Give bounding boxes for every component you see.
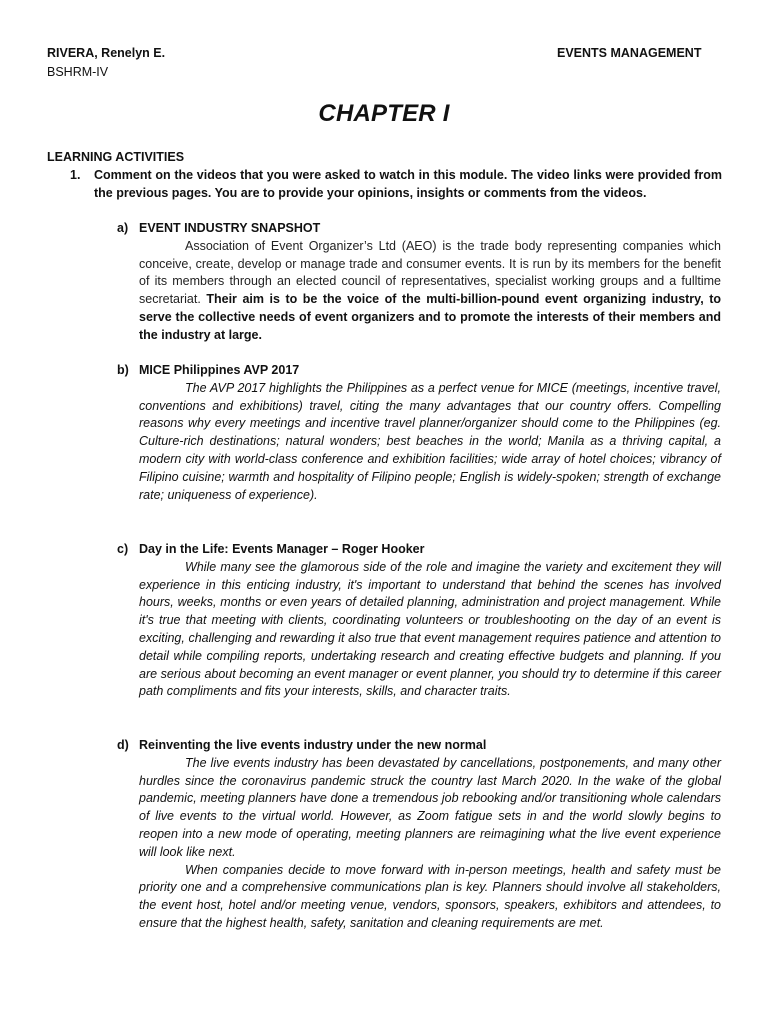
sub-item-title: Reinventing the live events industry under the new normal	[139, 738, 487, 752]
sub-item-body	[139, 238, 721, 345]
body-paragraph-1: The live events industry has been devastated by cancellations, postponements, and many other hurdles since the coronavirus pandemic struck the country last March 2020. In the wake of the global pandemic, meeting planners have done a tremendous job rebooking and/or transitioning whole calendars of live events to the virtual world. However, as Zoom fatigue sets in and the world slowly begins to reopen into a new mode of operating, meeting planners are reimagining what the live event experience will look like next.	[139, 755, 721, 859]
section-heading: LEARNING ACTIVITIES	[47, 150, 185, 164]
sub-item-letter: b)	[117, 363, 129, 377]
author-name: RIVERA, Renelyn E.	[47, 46, 166, 60]
sub-item-body	[139, 755, 721, 933]
sub-item-title: Day in the Life: Events Manager – Roger Hooker	[139, 542, 425, 556]
sub-item-title: EVENT INDUSTRY SNAPSHOT	[139, 221, 321, 235]
sub-item-body: The AVP 2017 highlights the Philippines as a perfect venue for MICE (meetings, incentive travel, conventions and exhibitions) travel, citing the many advantages that our country offers. Compelling reasons why every meetings and incentive travel planner/organizer should come to the Philippines (eg. Culture-rich destinations; natural wonders; best beaches in the world; Manila as a thriving capital, a modern city with world-class conference and exhibition facilities; wide array of hotel choices; vibrancy of Filipino cuisine; warmth and hospitality of Filipino people; English is widely-spoken; strength of exchange rate; uniqueness of experience).	[139, 380, 721, 502]
body-normal-text: Association of Event Organizer’s Ltd (AEO) is the trade body representing companies which conceive, create, develop or manage trade and consumer events. It is run by its members for the benefit of its members through an elected council of representatives, specialist working groups and a fulltime secretariat.	[139, 238, 721, 307]
sub-item-letter: c)	[117, 542, 129, 556]
program-label: BSHRM-IV	[47, 65, 109, 79]
sub-item-a	[117, 220, 721, 345]
item-instruction: Comment on the videos that you were asked to watch in this module. The video links were provided from the previous pages. You are to provide your opinions, insights or comments from the videos.	[94, 168, 722, 200]
sub-item-c	[117, 541, 721, 701]
body-bold-text: Their aim is to be the voice of the multi-billion-pound event organizing industry, to serve the collective needs of event organizers and to promote the interests of their members and the industry at large.	[139, 292, 721, 342]
sub-item-body: While many see the glamorous side of the role and imagine the variety and excitement they will experience in this enticing industry, it's important to understand that behind the scenes has involved hours, weeks, months or even years of detailed planning, administration and project management. While it's true that meeting with clients, coordinating volunteers or troubleshooting on the day of an event is exciting, challenging and rewarding it also true that event management requires patience and attention to detail while compiling reports, undertaking research and creating effective budgets and planning. If you are serious about becoming an event manager or event planner, you should try to determine if this career path compliments and fits your interests, skills, and character traits.	[139, 559, 721, 699]
activity-item-1	[70, 166, 722, 202]
sub-item-d	[117, 737, 721, 933]
course-title: EVENTS MANAGEMENT	[557, 46, 702, 60]
chapter-title: CHAPTER I	[318, 100, 450, 127]
sub-item-letter: a)	[117, 221, 129, 235]
body-paragraph-2: When companies decide to move forward with in-person meetings, health and safety must be priority one and a comprehensive communications plan is key. Planners should involve all stakeholders, the event host, hotel and/or meeting venue, vendors, sponsors, speakers, exhibitors and attendees, to ensure that the highest health, safety, sanitation and cleaning requirements are met.	[139, 862, 721, 930]
item-number: 1.	[70, 168, 81, 182]
sub-item-letter: d)	[117, 738, 129, 752]
sub-item-title: MICE Philippines AVP 2017	[139, 363, 300, 377]
sub-item-b	[117, 362, 721, 504]
